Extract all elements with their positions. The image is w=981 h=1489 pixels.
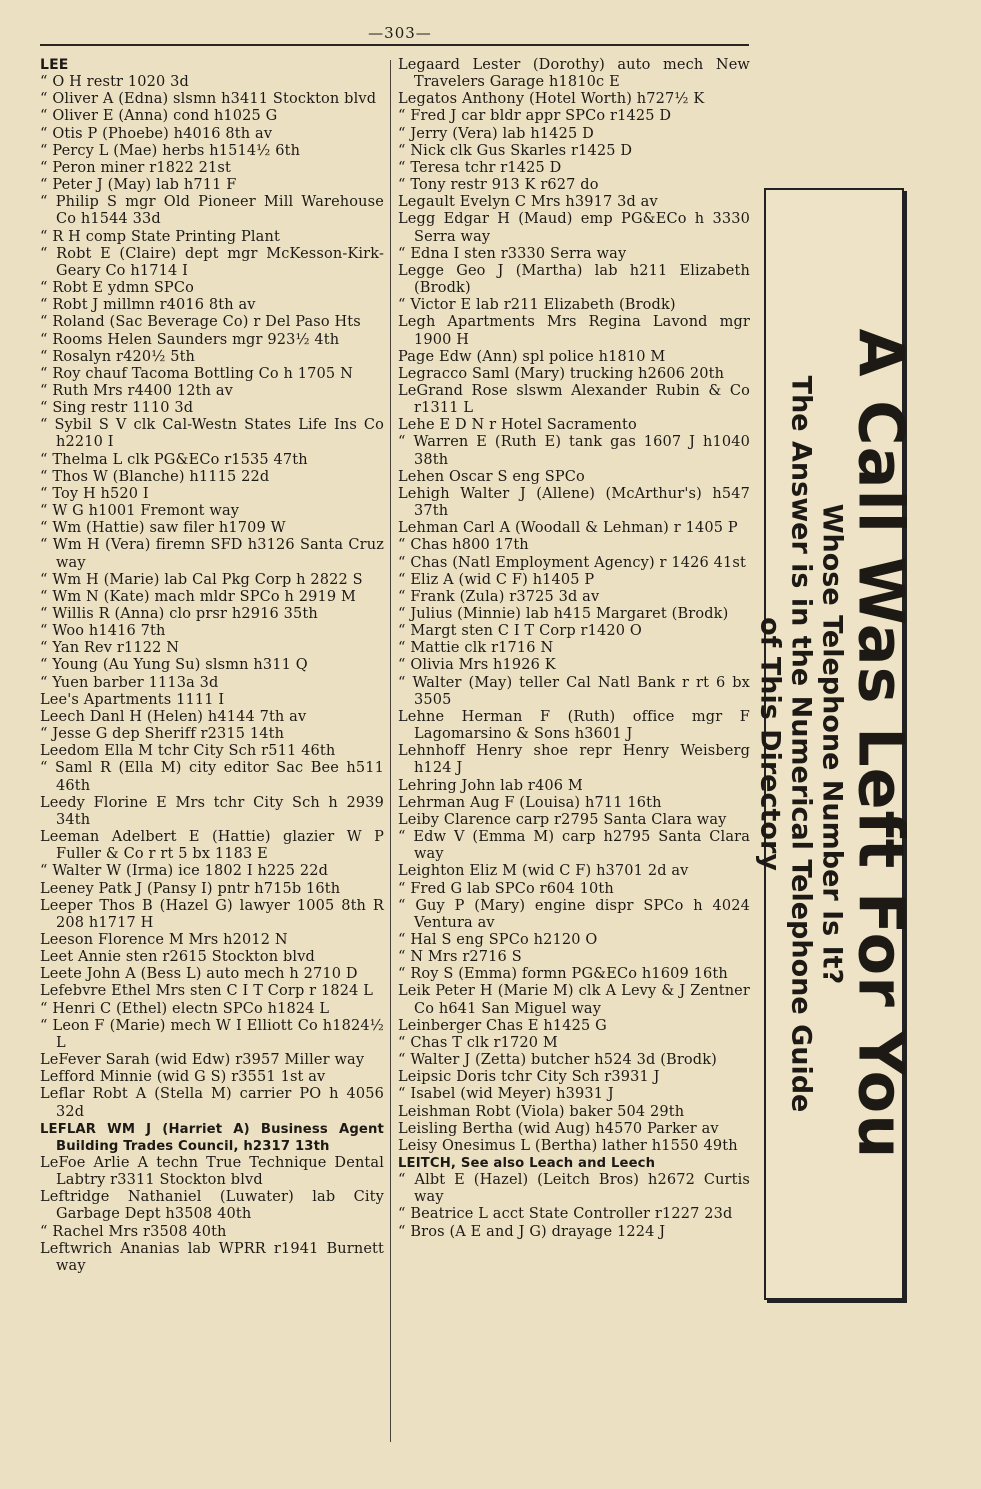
directory-entry: Lehe E D N r Hotel Sacramento bbox=[398, 417, 637, 434]
advertisement-line-1: Whose Telephone Number Is It? bbox=[816, 503, 848, 985]
directory-entry: “ Yuen barber 1113a 3d bbox=[40, 674, 219, 691]
directory-entry: Leisling Bertha (wid Aug) h4570 Parker av bbox=[398, 1120, 719, 1137]
left-column bbox=[40, 57, 384, 1275]
directory-entry: “ Mattie clk r1716 N bbox=[398, 640, 554, 657]
directory-entry: “ Thelma L clk PG&ECo r1535 47th bbox=[40, 451, 308, 468]
directory-entry: Leftwrich Ananias lab WPRR r1941 Burnett way bbox=[40, 1240, 384, 1274]
directory-entry: “ Olivia Mrs h1926 K bbox=[398, 657, 556, 674]
directory-entry: Lehrman Aug F (Louisa) h711 16th bbox=[398, 794, 662, 811]
directory-entry: LEITCH, See also Leach and Leech bbox=[398, 1156, 656, 1171]
surname-heading: LEE bbox=[40, 57, 69, 73]
directory-entry: LeFever Sarah (wid Edw) r3957 Miller way bbox=[40, 1052, 365, 1069]
directory-entry: “ Chas (Natl Employment Agency) r 1426 41st bbox=[398, 554, 746, 571]
directory-entry: “ Wm (Hattie) saw filer h1709 W bbox=[40, 520, 286, 537]
directory-entry: “ Robt E ydmn SPCo bbox=[40, 280, 194, 297]
directory-entry: “ Walter J (Zetta) butcher h524 3d (Brodk) bbox=[398, 1052, 717, 1069]
directory-entry: “ Woo h1416 7th bbox=[40, 623, 166, 640]
directory-entry: “ N Mrs r2716 S bbox=[398, 949, 522, 966]
directory-entry: “ Guy P (Mary) engine dispr SPCo h 4024 Ventura av bbox=[398, 897, 750, 931]
directory-entry: Leflar Robt A (Stella M) carrier PO h 4056 32d bbox=[40, 1086, 384, 1120]
directory-entry: Lefford Minnie (wid G S) r3551 1st av bbox=[40, 1069, 326, 1086]
directory-entry: “ Rooms Helen Saunders mgr 923½ 4th bbox=[40, 331, 340, 348]
directory-entry: “ Sing restr 1110 3d bbox=[40, 400, 194, 417]
directory-entry: Leeper Thos B (Hazel G) lawyer 1005 8th R 208 h1717 H bbox=[40, 897, 384, 931]
directory-entry: Lehigh Walter J (Allene) (McArthur's) h547 37th bbox=[398, 485, 750, 520]
directory-entry: “ Wm H (Marie) lab Cal Pkg Corp h 2822 S bbox=[40, 571, 363, 588]
directory-entry: “ Toy H h520 I bbox=[40, 485, 149, 502]
directory-entry: “ Beatrice L acct State Controller r1227 23d bbox=[398, 1206, 733, 1223]
call-left-advertisement bbox=[754, 188, 918, 1300]
directory-entry: “ Rachel Mrs r3508 40th bbox=[40, 1223, 227, 1240]
directory-entry: “ Chas T clk r1720 M bbox=[398, 1034, 558, 1051]
directory-entry: “ Wm H (Vera) firemn SFD h3126 Santa Cruz way bbox=[40, 537, 384, 571]
directory-entry: Leishman Robt (Viola) baker 504 29th bbox=[398, 1103, 685, 1120]
directory-entry: LEFLAR WM J (Harriet A) Business Agent Building Trades Council, h2317 13th bbox=[40, 1121, 384, 1154]
directory-entry: Leech Danl H (Helen) h4144 7th av bbox=[40, 708, 307, 725]
advertisement-headline: A Call Was Left For You bbox=[844, 328, 918, 1160]
advertisement-text bbox=[754, 214, 918, 1274]
directory-entry: Leisy Onesimus L (Bertha) lather h1550 49th bbox=[398, 1137, 738, 1154]
directory-entry: Lehring John lab r406 M bbox=[398, 777, 583, 794]
directory-entry: “ Walter (May) teller Cal Natl Bank r rt 6 bx 3505 bbox=[398, 674, 750, 708]
directory-entry: “ Walter W (Irma) ice 1802 I h225 22d bbox=[40, 863, 329, 880]
directory-entry: “ Oliver A (Edna) slsmn h3411 Stockton blvd bbox=[40, 91, 377, 108]
directory-entry: “ Young (Au Yung Su) slsmn h311 Q bbox=[40, 657, 308, 674]
directory-entry: “ Warren E (Ruth E) tank gas 1607 J h1040 38th bbox=[398, 434, 750, 468]
directory-entry: Legracco Saml (Mary) trucking h2606 20th bbox=[398, 365, 725, 382]
directory-entry: Lehen Oscar S eng SPCo bbox=[398, 468, 585, 485]
directory-entry: “ R H comp State Printing Plant bbox=[40, 228, 280, 245]
directory-entry: “ Edna I sten r3330 Serra way bbox=[398, 245, 627, 262]
page-number: —303— bbox=[368, 24, 432, 42]
directory-entry: “ Nick clk Gus Skarles r1425 D bbox=[398, 142, 633, 159]
directory-entry: “ Frank (Zula) r3725 3d av bbox=[398, 588, 600, 605]
directory-entry: Leftridge Nathaniel (Luwater) lab City Garbage Dept h3508 40th bbox=[40, 1189, 384, 1223]
directory-entry: Leedy Florine E Mrs tchr City Sch h 2939 34th bbox=[40, 794, 384, 828]
directory-entry: “ Ruth Mrs r4400 12th av bbox=[40, 382, 233, 399]
directory-entry: “ Thos W (Blanche) h1115 22d bbox=[40, 468, 270, 485]
directory-entry: Leedom Ella M tchr City Sch r511 46th bbox=[40, 743, 336, 760]
directory-entry: LeGrand Rose slswm Alexander Rubin & Co r1311 L bbox=[398, 382, 750, 417]
directory-entry: “ Eliz A (wid C F) h1405 P bbox=[398, 571, 595, 588]
directory-entry: “ Rosalyn r420½ 5th bbox=[40, 348, 196, 365]
directory-entry: Lehman Carl A (Woodall & Lehman) r 1405 P bbox=[398, 520, 738, 537]
directory-entry: “ Peter J (May) lab h711 F bbox=[40, 177, 237, 194]
directory-entry: Leighton Eliz M (wid C F) h3701 2d av bbox=[398, 863, 689, 880]
directory-entry: Legg Edgar H (Maud) emp PG&ECo h 3330 Serra way bbox=[398, 211, 750, 245]
directory-entry: “ Fred G lab SPCo r604 10th bbox=[398, 880, 614, 897]
directory-entry: “ Victor E lab r211 Elizabeth (Brodk) bbox=[398, 297, 676, 314]
directory-entry: “ Albt E (Hazel) (Leitch Bros) h2672 Curtis way bbox=[398, 1172, 750, 1206]
directory-entry: Leiby Clarence carp r2795 Santa Clara way bbox=[398, 811, 727, 828]
directory-entry: “ Jerry (Vera) lab h1425 D bbox=[398, 125, 594, 142]
directory-entry: Page Edw (Ann) spl police h1810 M bbox=[398, 348, 666, 365]
directory-entry: “ Robt J millmn r4016 8th av bbox=[40, 297, 256, 314]
column-divider bbox=[390, 60, 391, 1442]
directory-entry: Leeney Patk J (Pansy I) pntr h715b 16th bbox=[40, 880, 341, 897]
directory-entry: “ Bros (A E and J G) drayage 1224 J bbox=[398, 1223, 666, 1240]
directory-entry: “ W G h1001 Fremont way bbox=[40, 503, 240, 520]
advertisement-line-3: of This Directory bbox=[754, 617, 786, 871]
directory-entry: “ Roy S (Emma) formn PG&ECo h1609 16th bbox=[398, 966, 728, 983]
directory-entry: Legaard Lester (Dorothy) auto mech New Travelers Garage h1810c E bbox=[398, 57, 750, 91]
directory-entry: Lehne Herman F (Ruth) office mgr F Lagomarsino & Sons h3601 J bbox=[398, 708, 750, 743]
directory-entry: “ Margt sten C I T Corp r1420 O bbox=[398, 623, 642, 640]
directory-entry: Legge Geo J (Martha) lab h211 Elizabeth (Brodk) bbox=[398, 262, 750, 297]
directory-entry: Legh Apartments Mrs Regina Lavond mgr 1900 H bbox=[398, 314, 750, 348]
directory-entry: “ Wm N (Kate) mach mldr SPCo h 2919 M bbox=[40, 588, 357, 605]
directory-entry: “ Teresa tchr r1425 D bbox=[398, 159, 562, 176]
directory-entry: “ Peron miner r1822 21st bbox=[40, 159, 231, 176]
directory-entry: “ Jesse G dep Sheriff r2315 14th bbox=[40, 726, 285, 743]
directory-entry: “ Percy L (Mae) herbs h1514½ 6th bbox=[40, 142, 301, 159]
directory-entry: “ Oliver E (Anna) cond h1025 G bbox=[40, 108, 278, 125]
directory-entry: “ Hal S eng SPCo h2120 O bbox=[398, 931, 598, 948]
directory-entry: Lehnhoff Henry shoe repr Henry Weisberg h124 J bbox=[398, 743, 750, 777]
directory-entry: “ Edw V (Emma M) carp h2795 Santa Clara way bbox=[398, 829, 750, 863]
directory-entry: Lefebvre Ethel Mrs sten C I T Corp r 1824 L bbox=[40, 983, 374, 1000]
directory-entry: “ Otis P (Phoebe) h4016 8th av bbox=[40, 125, 273, 142]
directory-entry: “ Isabel (wid Meyer) h3931 J bbox=[398, 1086, 614, 1103]
directory-entry: LeFoe Arlie A techn True Technique Dental Labtry r3311 Stockton blvd bbox=[40, 1155, 384, 1189]
directory-entry: “ Sybil S V clk Cal-Westn States Life Ins Co h2210 I bbox=[40, 417, 384, 451]
directory-entry: Leeson Florence M Mrs h2012 N bbox=[40, 931, 288, 948]
directory-entry: “ Willis R (Anna) clo prsr h2916 35th bbox=[40, 606, 318, 622]
top-rule bbox=[40, 44, 749, 46]
directory-entry: “ Henri C (Ethel) electn SPCo h1824 L bbox=[40, 1000, 330, 1017]
directory-entry: Legault Evelyn C Mrs h3917 3d av bbox=[398, 194, 658, 211]
directory-entry: Leinberger Chas E h1425 G bbox=[398, 1017, 607, 1034]
directory-entry: “ Julius (Minnie) lab h415 Margaret (Brodk) bbox=[398, 606, 729, 622]
directory-entry: “ Chas h800 17th bbox=[398, 537, 529, 554]
directory-entry: Leete John A (Bess L) auto mech h 2710 D bbox=[40, 966, 358, 983]
directory-entry: “ Philip S mgr Old Pioneer Mill Warehouse Co h1544 33d bbox=[40, 194, 384, 228]
directory-entry: “ O H restr 1020 3d bbox=[40, 74, 189, 91]
directory-entry: “ Yan Rev r1122 N bbox=[40, 640, 180, 657]
directory-entry: Leet Annie sten r2615 Stockton blvd bbox=[40, 949, 315, 966]
advertisement-line-2: The Answer is in the Numerical Telephone Guide bbox=[785, 375, 817, 1113]
directory-entry: “ Leon F (Marie) mech W I Elliott Co h1824½ L bbox=[40, 1017, 384, 1051]
directory-entry: Lee's Apartments 1111 I bbox=[40, 691, 225, 708]
directory-entry: “ Tony restr 913 K r627 do bbox=[398, 177, 599, 194]
directory-entry: Legatos Anthony (Hotel Worth) h727½ K bbox=[398, 91, 705, 108]
directory-entry: “ Robt E (Claire) dept mgr McKesson-Kirk-Geary Co h1714 I bbox=[40, 245, 384, 279]
directory-entry: Leeman Adelbert E (Hattie) glazier W P Fuller & Co r rt 5 bx 1183 E bbox=[40, 829, 384, 863]
directory-entry: Leipsic Doris tchr City Sch r3931 J bbox=[398, 1069, 660, 1086]
directory-entry: “ Roland (Sac Beverage Co) r Del Paso Hts bbox=[40, 314, 361, 331]
directory-entry: Leik Peter H (Marie M) clk A Levy & J Zentner Co h641 San Miguel way bbox=[398, 983, 750, 1017]
directory-entry: “ Fred J car bldr appr SPCo r1425 D bbox=[398, 108, 672, 125]
directory-entry: “ Saml R (Ella M) city editor Sac Bee h511 46th bbox=[40, 760, 384, 794]
directory-entry: “ Roy chauf Tacoma Bottling Co h 1705 N bbox=[40, 365, 353, 382]
right-column bbox=[398, 57, 750, 1241]
